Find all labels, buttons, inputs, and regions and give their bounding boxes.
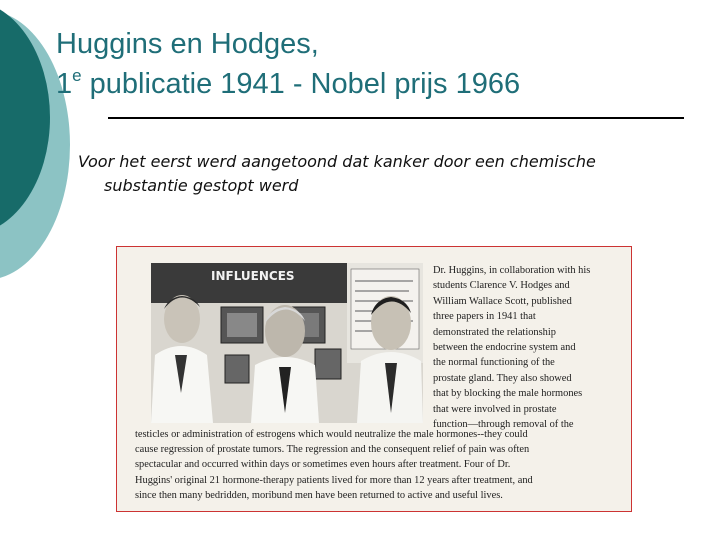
caption-right-line: students Clarence V. Hodges and [433, 280, 570, 292]
caption-right-line: demonstrated the relationship [433, 326, 556, 338]
caption-right-line: prostate gland. They also showed [433, 372, 572, 384]
caption-bottom-line: Huggins' original 21 hormone-therapy patients lived for more than 12 years after treatment, and [135, 474, 533, 486]
caption-right-line: William Wallace Scott, published [433, 295, 572, 307]
group-photo [151, 263, 423, 423]
slide-title [56, 24, 520, 104]
caption-right-line: that were involved in prostate [433, 403, 557, 415]
title-publication-text: publicatie 1941 - Nobel prijs 1966 [81, 68, 521, 100]
title-line-1: Huggins en Hodges, [56, 28, 319, 60]
title-line-2 [56, 64, 520, 104]
figure-caption-right [433, 263, 605, 432]
title-ordinal: 1 [56, 68, 73, 100]
caption-right-line: the normal functioning of the [433, 357, 555, 369]
poster-text: INFLUENCES [211, 269, 295, 283]
caption-right-line: between the endocrine system and [433, 342, 576, 354]
caption-right-line: that by blocking the male hormones [433, 388, 583, 400]
bullet-text [78, 150, 698, 198]
caption-right-line: function—through removal of the [433, 419, 574, 431]
caption-bottom-line: since then many bedridden, moribund men have been returned to active and useful lives. [135, 489, 503, 501]
historical-photo-figure [116, 246, 632, 512]
title-divider [108, 117, 684, 119]
figure-caption-bottom [135, 427, 615, 503]
caption-bottom-line: spectacular and occurred within days or sometimes even hours after treatment. Four of Dr. [135, 459, 511, 471]
bullet-line-2: substantie gestopt werd [104, 176, 299, 195]
caption-bottom-line: testicles or administration of estrogens which would neutralize the male hormones--they could [135, 429, 528, 440]
caption-bottom-line: cause regression of prostate tumors. The regression and the consequent relief of pain was often [135, 444, 530, 456]
bullet-line-1: Voor het eerst werd aangetoond dat kanker door een chemische [78, 152, 596, 171]
caption-right-line: three papers in 1941 that [433, 311, 536, 323]
title-ordinal-suffix: e [72, 66, 82, 85]
caption-right-line: Dr. Huggins, in collaboration with his [433, 265, 591, 276]
